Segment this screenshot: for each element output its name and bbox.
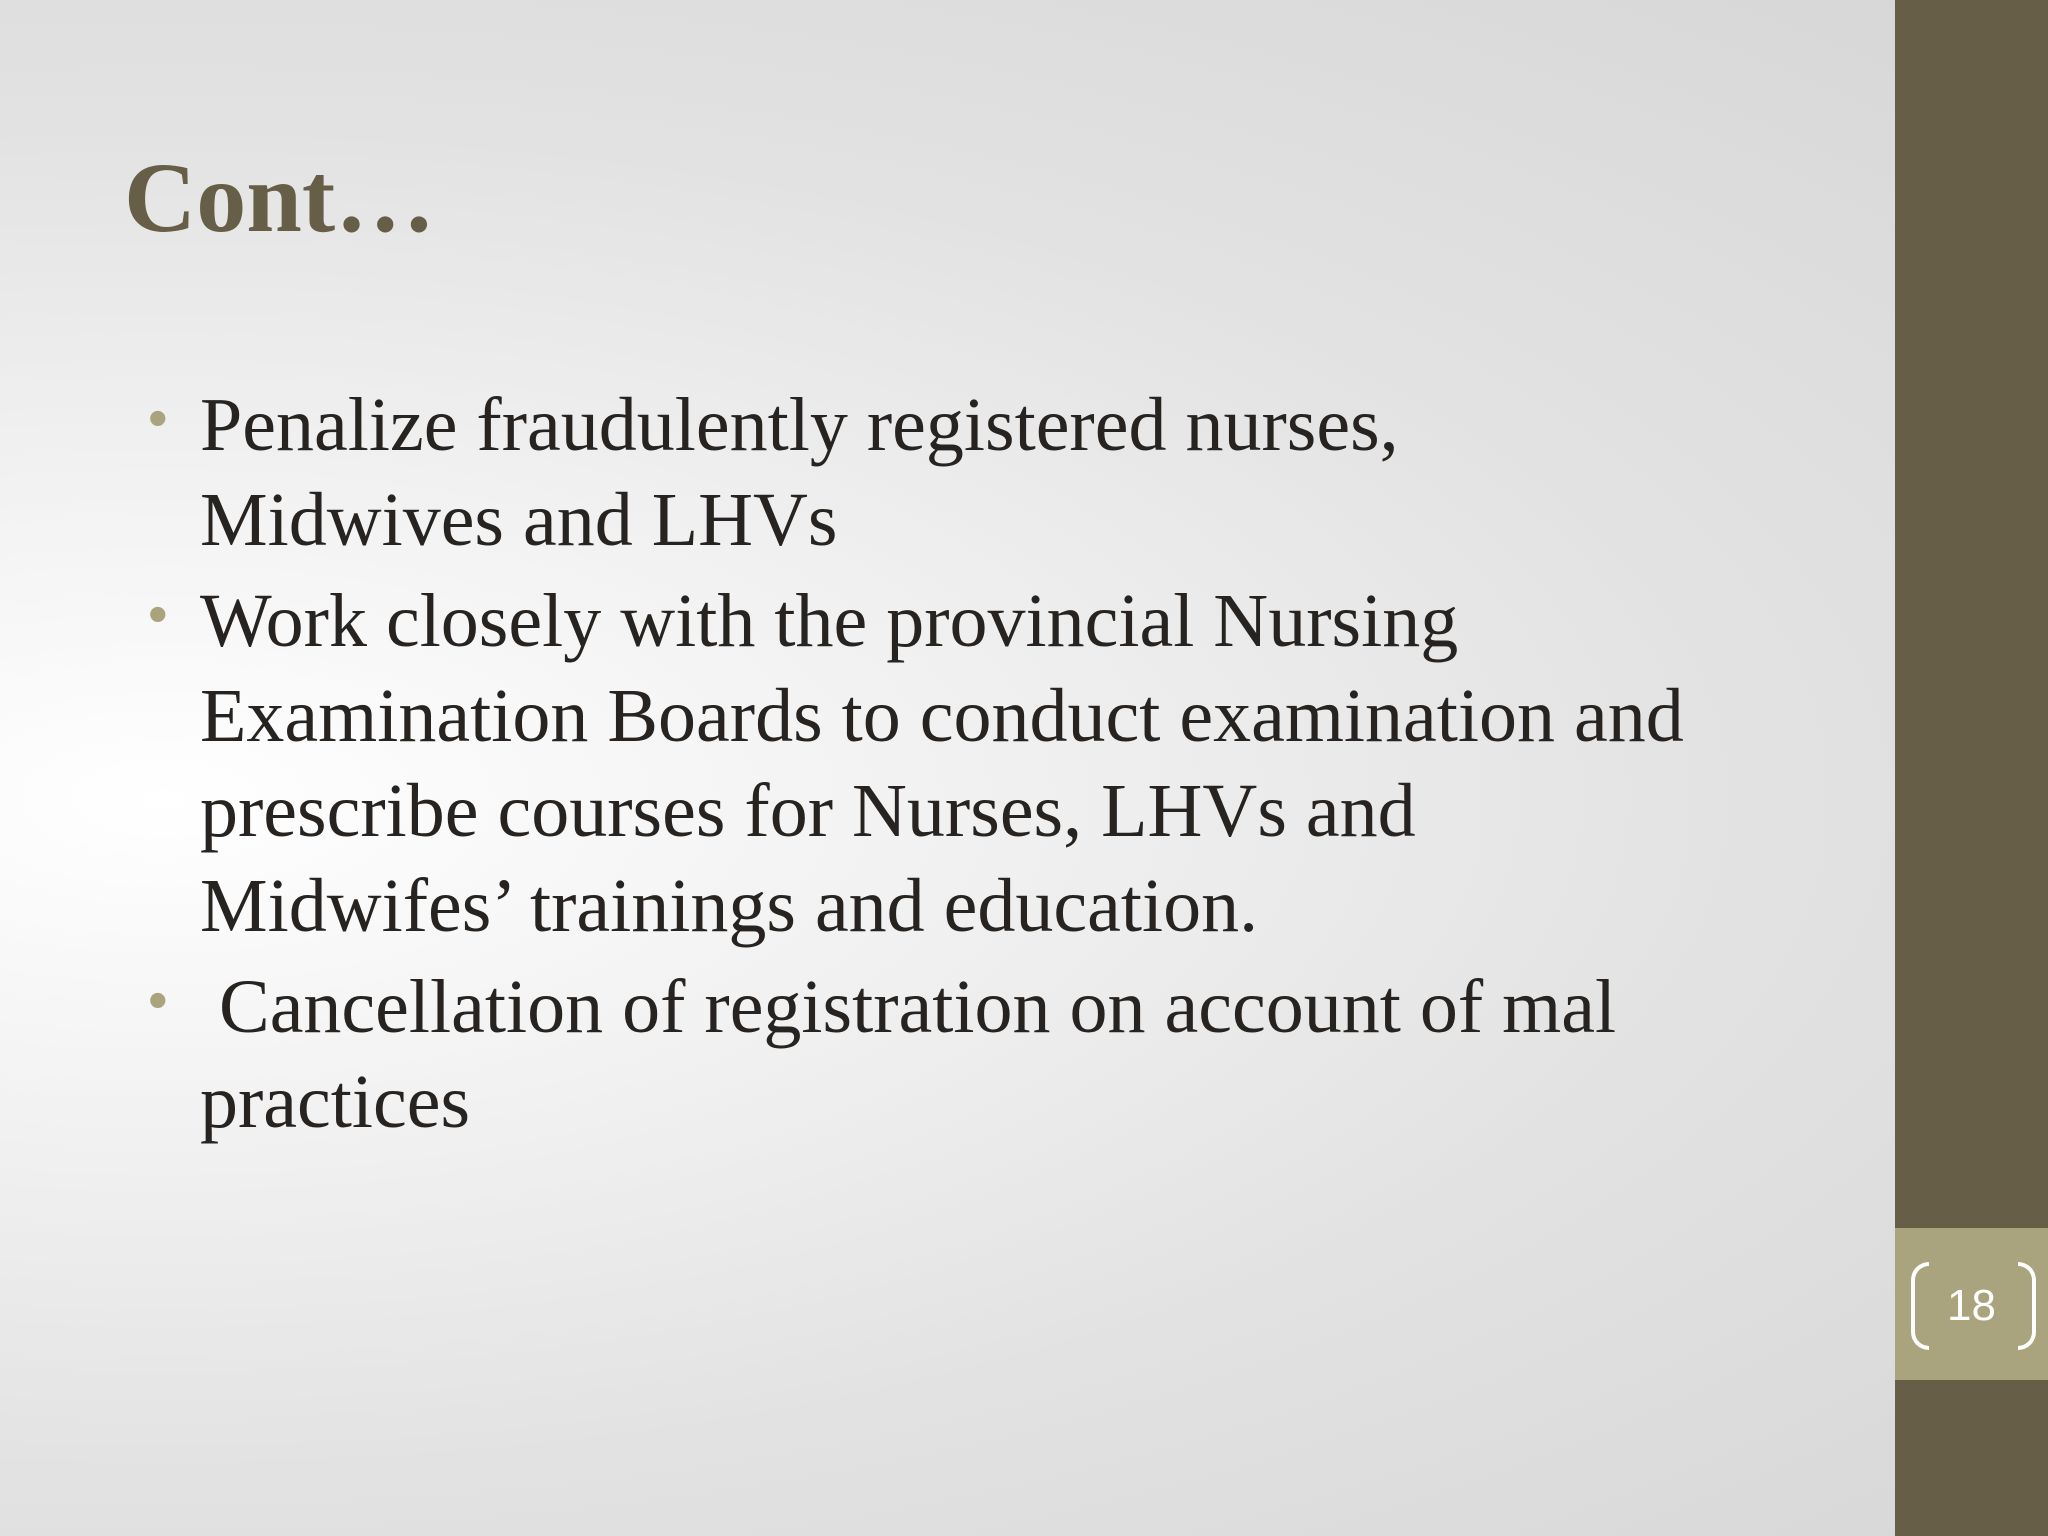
bullet-text: Work closely with the provincial Nursing Examination Boards to conduct examination and prescribe courses for Nurses, LHVs and Midwifes’ trainings and education. — [200, 579, 1684, 948]
bullet-item — [140, 574, 1840, 954]
page-number: 18 — [1947, 1281, 1996, 1330]
bullet-dot-icon: • — [148, 968, 168, 1031]
bullet-text: Cancellation of registration on account of mal practices — [200, 965, 1617, 1144]
bullet-text: Penalize fraudulently registered nurses, Midwives and LHVs — [200, 383, 1399, 562]
bullet-item — [140, 960, 1840, 1150]
bullet-dot-icon: • — [148, 582, 168, 645]
page-number-badge — [1895, 1228, 2048, 1380]
right-bracket-icon — [2018, 1262, 2036, 1350]
bullet-list — [140, 378, 1840, 1156]
bullet-item — [140, 378, 1840, 568]
bullet-dot-icon: • — [148, 386, 168, 449]
slide-title: Cont… — [124, 142, 436, 253]
